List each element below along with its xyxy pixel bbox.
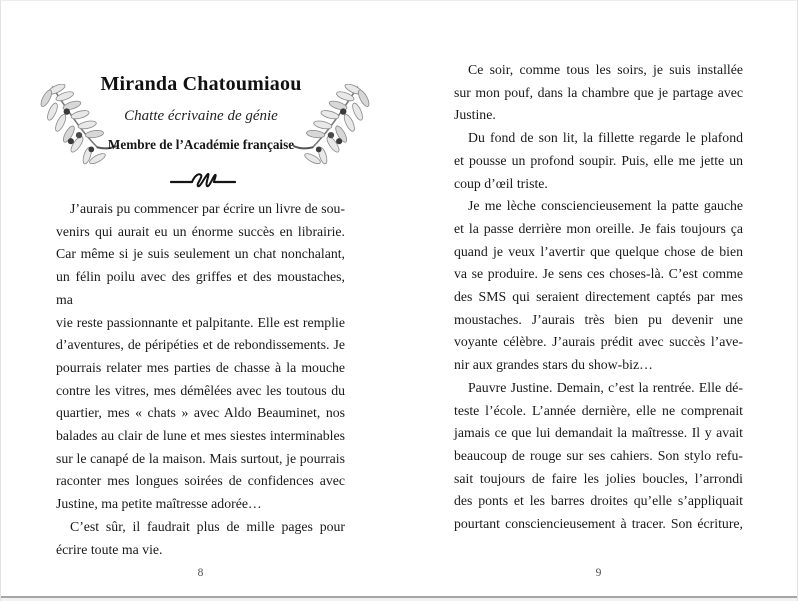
- author-title: Miranda Chatoumiaou: [100, 73, 302, 95]
- text-line: d’aventures, de péripéties et de rebondissements. Je: [56, 337, 345, 353]
- text-line: teste l’école. L’année dernière, elle ne comprenait: [454, 402, 743, 418]
- text-line: C’est sûr, il faudrait plus de mille pages pour: [70, 518, 345, 534]
- text-line: moustaches. J’aurais très bien pu devenir une: [454, 311, 743, 327]
- text-line: contre les vitres, mes démêlées avec les toutous du: [56, 382, 345, 398]
- page-number-left: 8: [197, 567, 204, 579]
- olive-branch-icon: [293, 84, 373, 176]
- text-line: sait toujours de faire les jolies boucles, l’arrondi: [454, 470, 743, 486]
- text-line: quand je veux l’avertir que quelque chose de bien: [454, 243, 743, 259]
- text-line: Justine.: [454, 107, 496, 123]
- text-line: un félin poilu avec des griffes et des moustaches, ma: [56, 269, 345, 307]
- olive-branch-icon: [37, 84, 117, 176]
- text-line: voyante célèbre. J’aurais prédit avec succès l’ave-: [454, 334, 743, 350]
- page-number-right: 9: [595, 567, 602, 579]
- text-line: beaucoup de rouge sur ses cahiers. Son stylo refu-: [454, 447, 743, 463]
- text-line: des ponts et les barres droites qu’elle s’appliquait: [454, 493, 743, 509]
- left-page-text: [56, 198, 345, 561]
- text-line: sur le canapé de la maison. Mais surtout, je pourrais: [56, 450, 345, 466]
- author-subtitle: Chatte écrivaine de génie: [124, 108, 278, 124]
- text-line: va se produire. Je sens ces choses-là. C’est comme: [454, 266, 743, 282]
- text-line: balades au clair de lune et mes siestes interminables: [56, 428, 345, 444]
- author-affiliation: Membre de l’Académie française: [107, 137, 295, 152]
- text-line: pourrais relater mes parties de chasse à la mouche: [56, 359, 345, 375]
- text-line: raconter mes longues soirées de confidences avec: [56, 473, 345, 489]
- text-line: coup d’œil triste.: [454, 175, 548, 191]
- text-line: quartier, mes « chats » avec Aldo Beauminet, nos: [56, 405, 345, 421]
- text-line: sur mon pouf, dans la chambre que je partage avec: [454, 84, 743, 100]
- text-line: des SMS qui seraient directement captés par mes: [454, 289, 743, 305]
- text-line: et pousse un profond soupir. Puis, elle me jette un: [454, 152, 743, 168]
- right-page-text: [454, 59, 743, 536]
- text-line: nir aux grandes stars du show-biz…: [454, 357, 653, 373]
- knot-divider-icon: [170, 172, 236, 190]
- text-line: Pauvre Justine. Demain, c’est la rentrée. Elle dé-: [468, 379, 743, 395]
- text-line: pourtant consciencieusement à tracer. Son écriture,: [454, 516, 743, 532]
- text-line: écrire toute ma vie.: [56, 541, 163, 557]
- text-line: J’aurais pu commencer par écrire un livre de sou-: [70, 201, 345, 216]
- text-line: venirs qui aurait eu un énorme succès en librairie.: [56, 223, 345, 239]
- text-line: Je me lèche consciencieusement la patte gauche: [468, 198, 743, 214]
- text-line: jamais ce que lui demandait la maîtresse. Il y avait: [454, 425, 743, 441]
- text-line: Du fond de son lit, la fillette regarde le plafond: [468, 130, 743, 146]
- text-line: Car même si je suis seulement un chat nonchalant,: [56, 246, 345, 262]
- text-line: Ce soir, comme tous les soirs, je suis installée: [468, 62, 743, 77]
- text-line: vie reste passionnante et palpitante. Elle est remplie: [56, 314, 345, 330]
- text-line: et la passe derrière mon oreille. Je fais toujours ça: [454, 220, 743, 236]
- text-line: Justine, ma petite maîtresse adorée…: [56, 496, 262, 512]
